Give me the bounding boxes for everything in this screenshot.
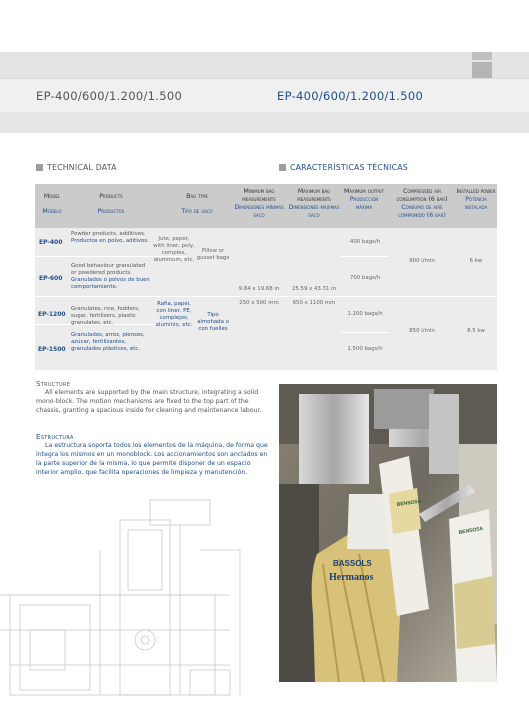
model-label: EP-600: [39, 275, 63, 282]
bag-logo-text: BENSOSA: [396, 498, 422, 508]
power-cell: 8.5 kw: [467, 328, 485, 334]
structure-title: Estructura: [36, 433, 74, 441]
model-title-en: EP-400/600/1.200/1.500: [36, 89, 183, 103]
model-label: EP-1500: [38, 346, 66, 353]
output-cell: 400 bags/h: [349, 239, 381, 245]
bag-material-cell: Jute, paper, with liner, poly, complex, aluminum, etc.: [153, 236, 195, 264]
header-band-low: [0, 112, 529, 133]
air-cell: 850 l/min: [409, 328, 435, 334]
bag-material-cell: Rafia, papel, con liner, PE, complejos, aluminio, etc.: [155, 301, 193, 329]
min-bag-cell: 250 x 500 mm: [239, 300, 279, 306]
square-bullet-icon: [36, 164, 43, 171]
output-cell: 1.200 bags/h: [347, 311, 383, 317]
structure-paragraph: La estructura soporta todos los elementos de la máquina, de forma que integra los mismos en un monoblock. Los accionamientos son anclados en la parte superior de la misma, lo que permite disponer de un espacio interior amplio, que facilita operaciones de limpieza y manutención.: [36, 442, 268, 477]
structure-paragraph: All elements are supported by the main structure, integrating a solid mono-block. The motion mechanisms are fixed to the top part of the chassis, granting a spacious inside for cleaning and maintenance labour.: [36, 389, 262, 415]
section-heading-label: CARACTERÍSTICAS TÉCNICAS: [290, 163, 408, 172]
section-heading-caracteristicas: [279, 163, 408, 172]
structure-title: Structure: [36, 380, 71, 388]
bag-brand-text: Hermanos: [329, 572, 374, 583]
bag-shape-cell: Tipo almohada o con fuelles: [197, 312, 229, 333]
bag-logo-text: BENSOSA: [458, 525, 484, 536]
header-air-consumption: Compressed air consumption (6 bar) Consumo de aire comprimido (6 bar): [396, 188, 448, 220]
output-cell: 700 bags/h: [349, 275, 381, 281]
power-cell: 6 kw: [469, 258, 483, 264]
section-heading-technical-data: [36, 163, 117, 172]
header-bag-type: Bag type Tipo de saco: [181, 193, 213, 216]
technical-data-table: [35, 184, 497, 370]
header-band-top: [0, 52, 529, 78]
machine-photo: [279, 384, 497, 682]
max-bag-cell: 25.59 x 43.31 in: [291, 286, 337, 292]
max-bag-cell: 650 x 1100 mm: [292, 300, 336, 306]
row-divider: [341, 332, 389, 333]
header-max-output: Maximum output Producción máxima: [343, 188, 385, 212]
products-cell: Powder products, additives. Productos en polvo, aditivos.: [71, 231, 149, 245]
air-cell: 900 l/min: [409, 258, 435, 264]
products-cell: Good behaviour granulated or powdered products. Granulados o polvos de buen comportamiento.: [71, 263, 150, 291]
group-divider: [35, 296, 497, 297]
header-max-bag: Maximum bag measurements Dimensiones máximas saco: [288, 188, 340, 220]
bag-shape-cell: Pillow or gusset bags: [196, 248, 230, 262]
products-cell: Granulates, rice, fodders, sugar, fertilizers, plastic granulates, etc.: [71, 306, 140, 327]
corner-square-decoration: [472, 52, 492, 60]
header-model: Model Modelo: [42, 193, 62, 216]
products-cell: Granulados, arroz, piensos, azúcar, fertilizantes, granulados plásticos, etc.: [71, 332, 145, 353]
corner-square-decoration: [472, 62, 492, 78]
section-heading-label: TECHNICAL DATA: [47, 163, 117, 172]
model-label: EP-400: [39, 239, 63, 246]
output-cell: 1.500 bags/h: [347, 346, 383, 352]
structure-section-es: [36, 432, 268, 478]
header-min-bag: Minimum bag measurements Dimensiones mínimas saco: [234, 188, 284, 220]
min-bag-cell: 9.84 x 19.68 in: [238, 286, 280, 292]
machine-technical-drawing: [0, 490, 275, 713]
structure-section-en: [36, 379, 268, 416]
row-divider: [341, 256, 389, 257]
bag-brand-text: BASSOLS: [333, 559, 372, 568]
header-installed-power: Installed power Potencia instalada: [456, 188, 496, 212]
header-products: Products Productos: [97, 193, 125, 216]
square-bullet-icon: [279, 164, 286, 171]
model-title-es: EP-400/600/1.200/1.500: [277, 89, 424, 103]
model-label: EP-1200: [38, 311, 66, 318]
